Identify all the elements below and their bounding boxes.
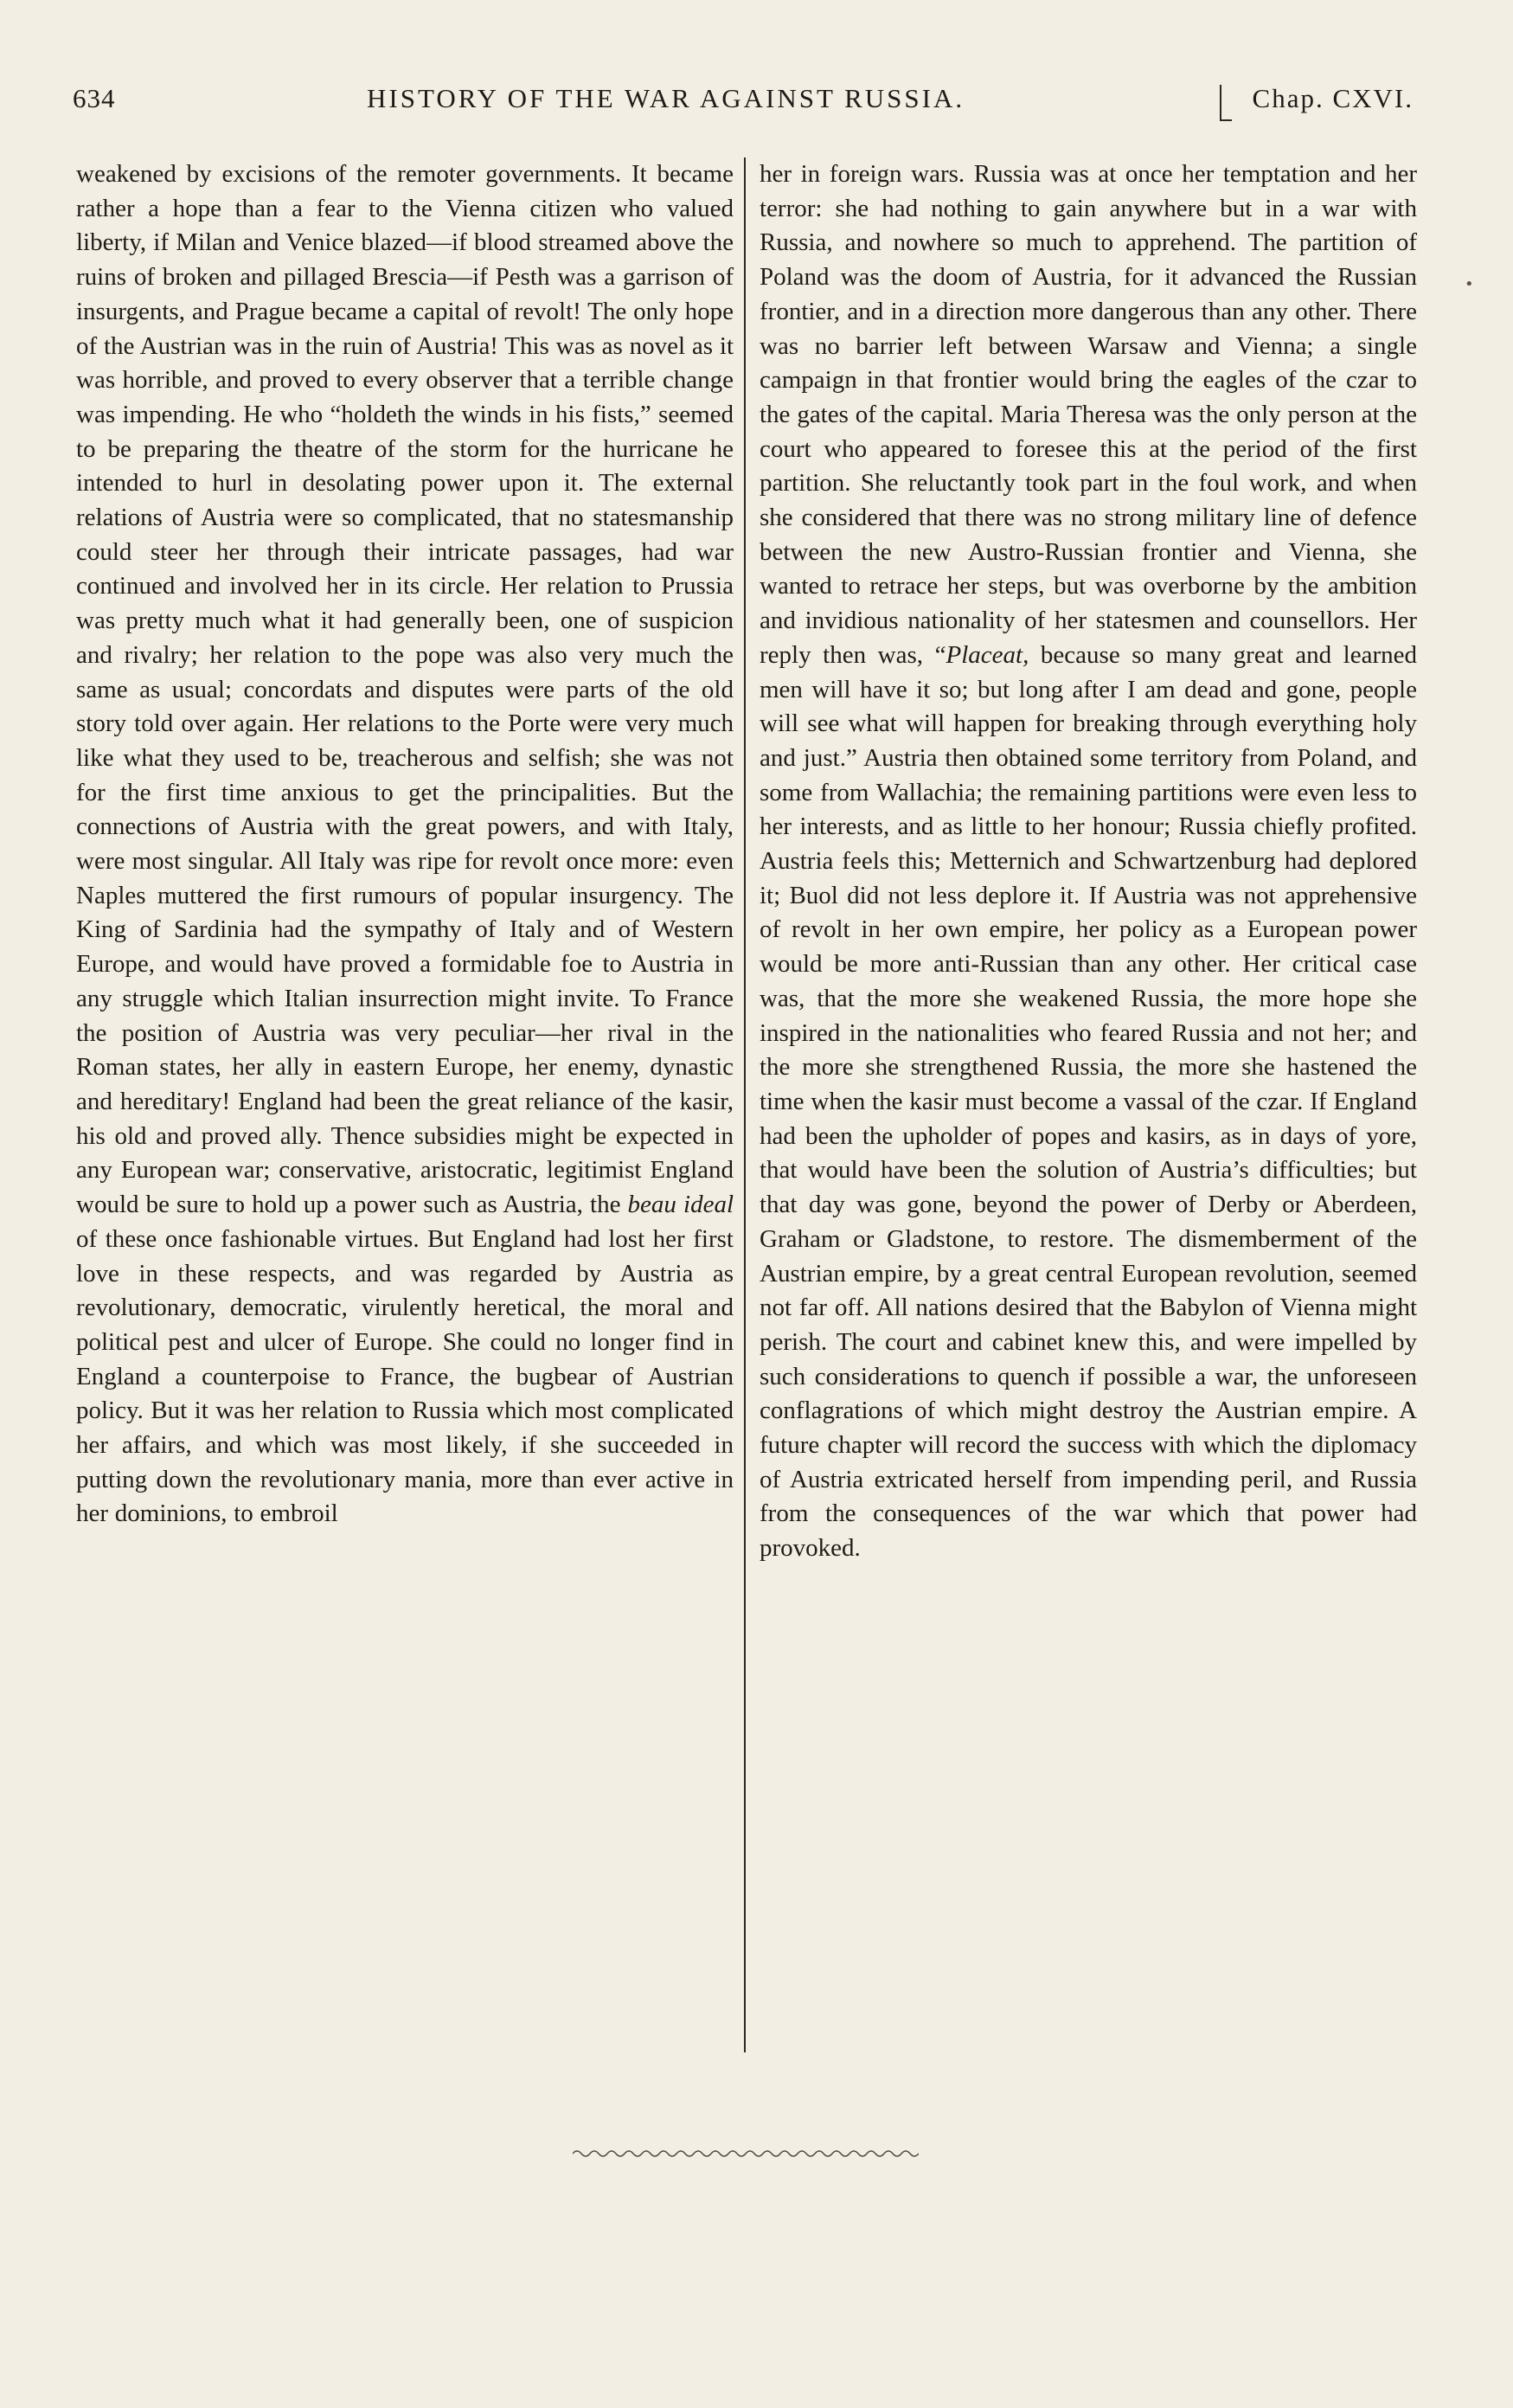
margin-dot: • [1465, 275, 1474, 293]
left-column-text [76, 157, 734, 1531]
right-column-text [760, 157, 1417, 1566]
chapter-label: Chap. CXVI. [1252, 83, 1414, 113]
wavy-rule-ornament [573, 2148, 919, 2160]
page-number: 634 [73, 83, 116, 113]
running-header [73, 83, 1414, 128]
left-column-italic: beau ideal [627, 1191, 734, 1219]
right-column-body: her in foreign wars. Russia was at once her temptation and her terror: she had nothing to gain anywhere but in a war with Russia, and nowhere so much to apprehend. The partition of Poland was the doom of Austria, for it advanced the Russian frontier, and in a direction more dangerous than any other. There was no barrier left between Warsaw and Vienna; a single campaign in that frontier would bring the eagles of the czar to the gates of the capital. Maria Theresa was the only person at the court who appeared to foresee this at the period of the first partition. She reluctantly took part in the foul work, and when she considered that there was no strong military line of defence between the new Austro-Russian frontier and Vienna, she wanted to retrace her steps, but was overborne by the ambition and invidious nationality of her statesmen and counsellors. Her reply then was, “ [760, 160, 1417, 669]
left-column-body-continued: of these once fashionable virtues. But England had lost her first love in these respects, and was regarded by Austria as revolutionary, democratic, virulently heretical, the moral and political pest and ulcer of Europe. She could no longer find in England a counterpoise to France, the bugbear of Austrian policy. But it was her relation to Russia which most complicated her affairs, and which was most likely, if she succeeded in putting down the revolutionary mania, more than ever active in her dominions, to embroil [76, 1224, 734, 1528]
right-column-body-continued: because so many great and learned men will have it so; but long after I am dead and gone, people will see what will happen for breaking through everything holy and just.” Austria then obtained some territory from Poland, and some from Wallachia; the remaining partitions were even less to her interests, and as little to her honour; Russia chiefly profited. Austria feels this; Metternich and Schwartzenburg had deplored it; Buol did not less deplore it. If Austria was not apprehensive of revolt in her own empire, her policy as a European power would be more anti-Russian than any other. Her critical case was, that the more she weakened Russia, the more hope she inspired in the nationalities who feared Russia and not her; and the more she strengthened Russia, the more she hastened the time when the kasir must become a vassal of the czar. If England had been the upholder of popes and kasirs, as in days of yore, that would have been the solution of Austria’s difficulties; but that day was gone, beyond the power of Derby or Aberdeen, Graham or Gladstone, to restore. The dismemberment of the Austrian empire, by a great central European revolution, seemed not far off. All nations desired that the Babylon of Vienna might perish. The court and cabinet knew this, and were impelled by such considerations to quench if possible a war, the unforeseen conflagrations of which might destroy the Austrian empire. A future chapter will record the success with which the diplomacy of Austria extricated herself from impending peril, and Russia from the consequences of the war which that power had provoked. [760, 640, 1417, 1563]
chapter-bracket [1220, 85, 1232, 121]
wavy-rule-path [573, 2151, 919, 2156]
column-divider [744, 157, 746, 2052]
left-column-body: weakened by excisions of the remoter governments. It became rather a hope than a fear to the Vienna citizen who valued liberty, if Milan and Venice blazed—if blood streamed above the ruins of broken and pillaged Brescia—if Pesth was a garrison of insurgents, and Prague became a capital of revolt! The only hope of the Austrian was in the ruin of Austria! This was as novel as it was horrible, and proved to every observer that a terrible change was impending. He who “holdeth the winds in his fists,” seemed to be preparing the theatre of the storm for the hurricane he intended to hurl in desolating power upon it. The external relations of Austria were so complicated, that no statesmanship could steer her through their intricate passages, had war continued and involved her in its circle. Her relation to Prussia was pretty much what it had generally been, one of suspicion and rivalry; her relation to the pope was also very much the same as usual; concordats and disputes were parts of the old story told over again. Her relations to the Porte were very much like what they used to be, treacherous and selfish; she was not for the first time anxious to get the principalities. But the connections of Austria with the great powers, and with Italy, were most singular. All Italy was ripe for revolt once more: even Naples muttered the first rumours of popular insurgency. The King of Sardinia had the sympathy of Italy and of Western Europe, and would have proved a formidable foe to Austria in any struggle which Italian insurrection might invite. To France the position of Austria was very peculiar—her rival in the Roman states, her ally in eastern Europe, her enemy, dynastic and hereditary! England had been the great reliance of the kasir, his old and proved ally. Thence subsidies might be expected in any European war; conservative, aristocratic, legitimist England would be sure to hold up a power such as Austria, the [76, 160, 734, 1219]
running-title: HISTORY OF THE WAR AGAINST RUSSIA. [367, 83, 965, 113]
right-column-italic: Placeat, [946, 640, 1029, 669]
